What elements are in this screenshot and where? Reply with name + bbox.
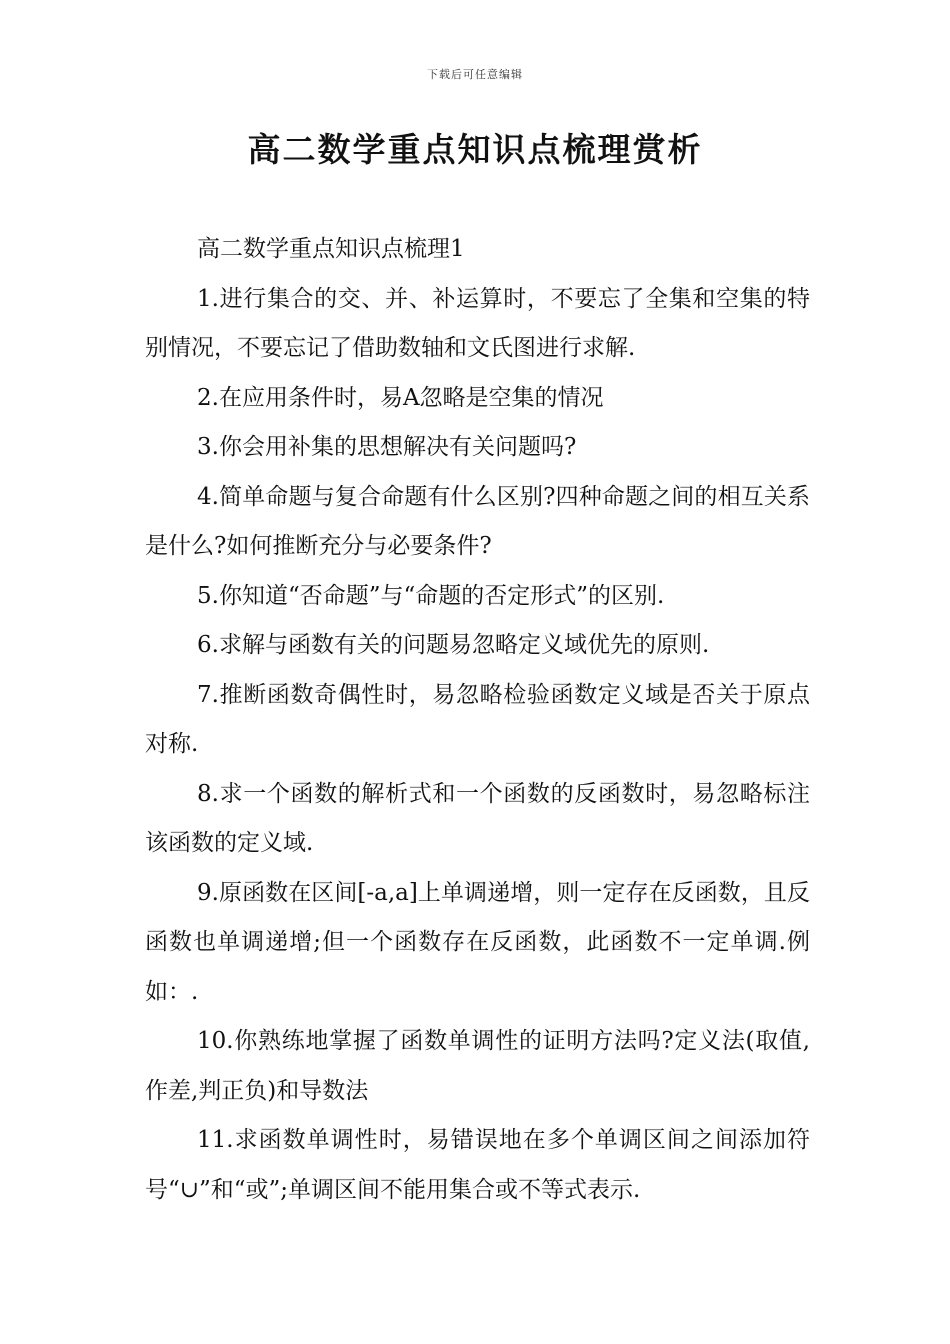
list-item: 6.求解与函数有关的问题易忽略定义域优先的原则. bbox=[197, 632, 710, 658]
list-item: 10.你熟练地掌握了函数单调性的证明方法吗?定义法(取值,作差,判正负)和导数法 bbox=[145, 1028, 810, 1104]
list-item: 3.你会用补集的思想解决有关问题吗? bbox=[197, 434, 577, 460]
list-item: 4.简单命题与复合命题有什么区别?四种命题之间的相互关系是什么?如何推断充分与必要条件? bbox=[145, 483, 810, 559]
section-heading: 高二数学重点知识点梳理1 bbox=[197, 236, 465, 262]
document-body bbox=[145, 225, 810, 1215]
document-title: 高二数学重点知识点梳理赏析 bbox=[247, 130, 703, 169]
list-item: 8.求一个函数的解析式和一个函数的反函数时，易忽略标注该函数的定义域. bbox=[145, 780, 810, 856]
list-item: 5.你知道“否命题”与“命题的否定形式”的区别. bbox=[197, 582, 665, 609]
list-item: 11.求函数单调性时，易错误地在多个单调区间之间添加符号“∪”和“或”;单调区间不能用集合或不等式表示. bbox=[145, 1127, 810, 1203]
list-item: 1.进行集合的交、并、补运算时，不要忘了全集和空集的特别情况，不要忘记了借助数轴和文氏图进行求解. bbox=[145, 285, 810, 361]
list-item: 7.推断函数奇偶性时，易忽略检验函数定义域是否关于原点对称. bbox=[145, 681, 810, 757]
list-item: 2.在应用条件时，易A忽略是空集的情况 bbox=[197, 384, 604, 411]
list-item: 9.原函数在区间[-a,a]上单调递增，则一定存在反函数，且反函数也单调递增;但一个函数存在反函数，此函数不一定单调.例如：. bbox=[145, 879, 810, 1005]
header-note: 下载后可任意编辑 bbox=[427, 68, 523, 81]
